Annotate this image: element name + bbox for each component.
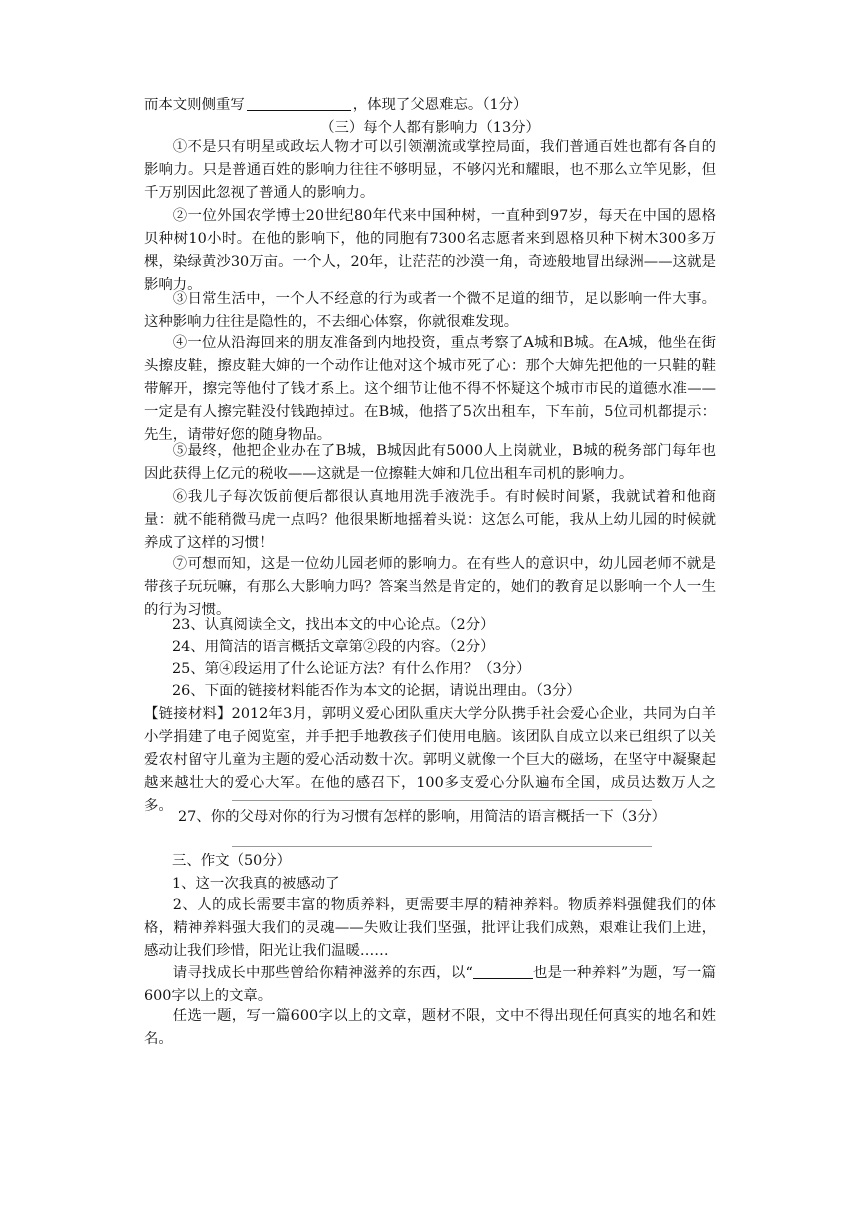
question-23: 23、认真阅读全文，找出本文的中心论点。（2分）: [172, 617, 495, 633]
essay-option-1: 1、这一次我真的被感动了: [172, 876, 340, 892]
fill-in-line: [144, 94, 716, 117]
essay-note: 任选一题，写一篇600字以上的文章，题材不限，文中不得出现任何真实的地名和姓名。: [144, 1008, 716, 1047]
essay-prompt: [144, 962, 716, 1008]
answer-line-27[interactable]: [232, 846, 652, 847]
essay-prompt-before: 请寻找成长中那些曾给你精神滋养的东西，以“: [172, 965, 473, 981]
paragraph-3: ③日常生活中，一个人不经意的行为或者一个微不足道的细节，足以影响一件大事。这种影响力往往是隐性的，不去细心体察，你就很难发现。: [144, 291, 716, 330]
question-25: 25、第④段运用了什么论证方法？有什么作用？（3分）: [172, 661, 531, 677]
paragraph-1: ①不是只有明星或政坛人物才可以引领潮流或掌控局面，我们普通百姓也都有各自的影响力。只是普通百姓的影响力往往不够明显，不够闪光和耀眼，也不那么立竿见影，但千万别因此忽视了普通人的影响力。: [144, 139, 716, 201]
section-title: （三）每个人都有影响力（13分）: [320, 120, 540, 136]
paragraph-2: ②一位外国农学博士20世纪80年代来中国种树，一直种到97岁，每天在中国的恩格贝种树10小时。在他的影响下，他的同胞有7300名志愿者来到恩格贝种下树木300多万棵，染绿黄沙30万亩。一个人，20年，让茫茫的沙漠一角，奇迹般地冒出绿洲——这就是影响力。: [144, 208, 716, 293]
question-26: 26、下面的链接材料能否作为本文的论据，请说出理由。（3分）: [172, 683, 581, 699]
question-27: 27、你的父母对你的行为习惯有怎样的影响，用简洁的语言概括一下（3分）: [178, 809, 666, 825]
paragraph-5: ⑤最终，他把企业办在了B城，B城因此有5000人上岗就业，B城的税务部门每年也因此获得上亿元的税收——这就是一位擦鞋大婶和几位出租车司机的影响力。: [144, 443, 716, 482]
answer-line-26[interactable]: [232, 800, 652, 801]
paragraph-4: ④一位从沿海回来的朋友准备到内地投资，重点考察了A城和B城。在A城，他坐在街头擦皮鞋，擦皮鞋大婶的一个动作让他对这个城市死了心：那个大婶先把他的一只鞋的鞋带解开，擦完等他付了钱才系上。这个细节让他不得不怀疑这个城市市民的道德水准——一定是有人擦完鞋没付钱跑掉过。在B城，他搭了5次出租车，下车前，5位司机都提示：先生，请带好您的随身物品。: [144, 335, 716, 443]
link-material: 【链接材料】2012年3月，郭明义爱心团队重庆大学分队携手社会爱心企业，共同为白羊小学捐建了电子阅览室，并手把手地教孩子们使用电脑。该团队自成立以来已组织了以关爱农村留守儿童为主题的爱心活动数十次。郭明义就像一个巨大的磁场，在坚守中凝聚起越来越壮大的爱心大军。在他的感召下，100多支爱心分队遍布全国，成员达数万人之多。: [144, 706, 716, 814]
essay-heading: 三、作文（50分）: [172, 853, 292, 869]
question-24: 24、用简洁的语言概括文章第②段的内容。（2分）: [172, 639, 495, 655]
fill-in-text-after: ，体现了父恩难忘。（1分）: [352, 97, 528, 113]
answer-blank[interactable]: [247, 95, 351, 111]
paragraph-6: ⑥我儿子每次饭前便后都很认真地用洗手液洗手。有时候时间紧，我就试着和他商量：就不能稍微马虎一点吗？他很果断地摇着头说：这怎么可能，我从上幼儿园的时候就养成了这样的习惯！: [144, 489, 716, 551]
essay-option-2: 2、人的成长需要丰富的物质养料，更需要丰厚的精神养料。物质养料强健我们的体格，精神养料强大我们的灵魂——失败让我们坚强，批评让我们成熟，艰难让我们上进，感动让我们珍惜，阳光让我们温暖……: [144, 897, 716, 959]
paragraph-7: ⑦可想而知，这是一位幼儿园老师的影响力。在有些人的意识中，幼儿园老师不就是带孩子玩玩嘛，有那么大影响力吗？答案当然是肯定的，她们的教育足以影响一个人一生的行为习惯。: [144, 556, 716, 618]
fill-in-text-before: 而本文则侧重写: [144, 97, 245, 113]
essay-prompt-after: 也是一种养料”为题，写一篇600字以上的文章。: [144, 965, 717, 1004]
title-blank[interactable]: [473, 963, 533, 979]
